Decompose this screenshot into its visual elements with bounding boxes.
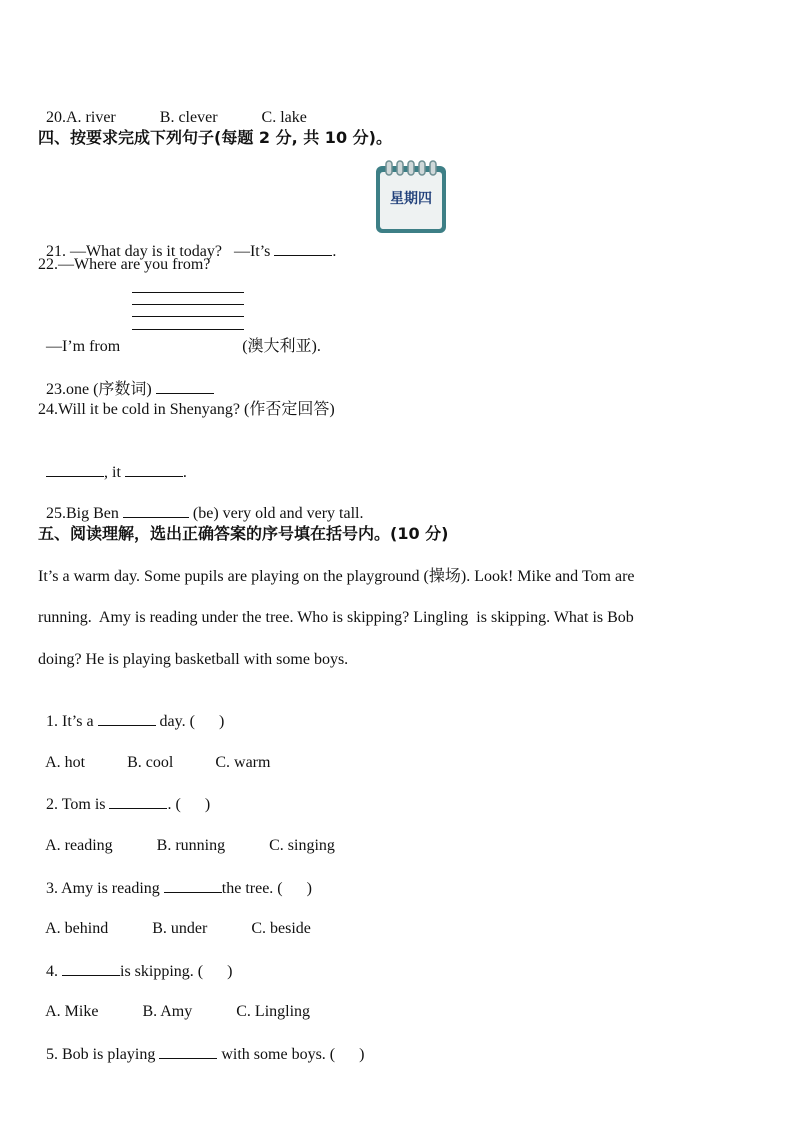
rc-q4-options — [38, 982, 310, 1022]
q20-option-a: 20.A. river — [46, 109, 116, 126]
q25-text: 25.Big Ben — [46, 505, 119, 522]
rc-q4 — [38, 941, 232, 982]
rc-q2 — [38, 774, 210, 815]
q23-text: 23.one (序数词) — [46, 381, 152, 398]
q24-blank-1[interactable] — [46, 462, 104, 477]
rc-q1 — [38, 691, 224, 732]
rc-q2-option-b: B. running — [156, 837, 226, 854]
passage-line-1: It’s a warm day. Some pupils are playing on the playground (操场). Look! Mike and Tom are — [38, 568, 635, 585]
rc-q4-option-c: C. Lingling — [236, 1003, 311, 1020]
q24-mid: , it — [104, 464, 121, 481]
q20-option-c: C. lake — [261, 109, 307, 126]
rc-q4-text: 4. — [46, 963, 58, 980]
q23 — [38, 359, 214, 400]
rc-q2-option-a: A. reading — [45, 837, 113, 854]
rc-q3-option-c: C. beside — [251, 920, 311, 937]
section4-heading: 四、按要求完成下列句子(每题 2 分, 共 10 分)。 — [38, 128, 392, 147]
passage-line-3: doing? He is playing basketball with some boys. — [38, 651, 349, 668]
rc-q1-tail: day. ( ) — [159, 713, 225, 730]
q25-blank[interactable] — [123, 503, 189, 518]
q25 — [38, 483, 364, 524]
q22-writing-line-2 — [132, 304, 244, 305]
rc-q1-option-c: C. warm — [215, 754, 271, 771]
rc-q3-blank[interactable] — [164, 878, 222, 893]
rc-q3-text: 3. Amy is reading — [46, 880, 160, 897]
q23-blank[interactable] — [156, 379, 214, 394]
rc-q2-blank[interactable] — [109, 794, 167, 809]
rc-q2-options — [38, 816, 335, 856]
q22-writing-line-1 — [132, 292, 244, 293]
q22-question: 22.—Where are you from? — [38, 256, 211, 273]
rc-q5-text: 5. Bob is playing — [46, 1046, 156, 1063]
section5-heading: 五、阅读理解，选出正确答案的序号填在括号内。(10 分) — [38, 524, 449, 543]
rc-q1-text: 1. It’s a — [46, 713, 94, 730]
rc-q2-text: 2. Tom is — [46, 796, 106, 813]
passage-line-2: running. Amy is reading under the tree. Who is skipping? Lingling is skipping. What is Bob — [38, 609, 634, 626]
rc-q1-blank[interactable] — [98, 711, 156, 726]
rc-q2-tail: . ( ) — [167, 796, 211, 813]
q24-end: . — [182, 464, 187, 481]
q25-tail: (be) very old and very tall. — [192, 505, 364, 522]
q21-text: 21. —What day is it today? —It’s — [46, 243, 271, 260]
rc-q3-options — [38, 899, 311, 939]
rc-q3-option-a: A. behind — [45, 920, 109, 937]
q22-hint: (澳大利亚). — [242, 338, 321, 355]
q22-answer-prefix: —I’m from — [46, 338, 121, 355]
rc-q3-option-b: B. under — [152, 920, 208, 937]
q24-question: 24.Will it be cold in Shenyang? (作否定回答) — [38, 401, 335, 418]
rc-q4-tail: is skipping. ( ) — [120, 963, 233, 980]
calendar-label: 星期四 — [390, 191, 432, 207]
q20-options — [38, 88, 307, 128]
rc-q1-option-a: A. hot — [45, 754, 86, 771]
rc-q3-tail: the tree. ( ) — [221, 880, 312, 897]
rc-q1-option-b: B. cool — [127, 754, 174, 771]
rc-q5-blank[interactable] — [159, 1044, 217, 1059]
rc-q5-tail: with some boys. ( ) — [221, 1046, 365, 1063]
q21-end: . — [332, 243, 337, 260]
rc-q5 — [38, 1024, 364, 1065]
q21-blank[interactable] — [274, 241, 332, 256]
rc-q2-option-c: C. singing — [269, 837, 335, 854]
q20-option-b: B. clever — [159, 109, 218, 126]
rc-q4-option-a: A. Mike — [45, 1003, 99, 1020]
rc-q4-option-b: B. Amy — [142, 1003, 193, 1020]
q22-answer — [38, 317, 321, 357]
rc-q4-blank[interactable] — [62, 961, 120, 976]
rc-q1-options — [38, 733, 270, 773]
rc-q3 — [38, 858, 312, 899]
q24-answer — [38, 442, 187, 483]
q24-blank-2[interactable] — [125, 462, 183, 477]
calendar-icon — [375, 160, 447, 234]
